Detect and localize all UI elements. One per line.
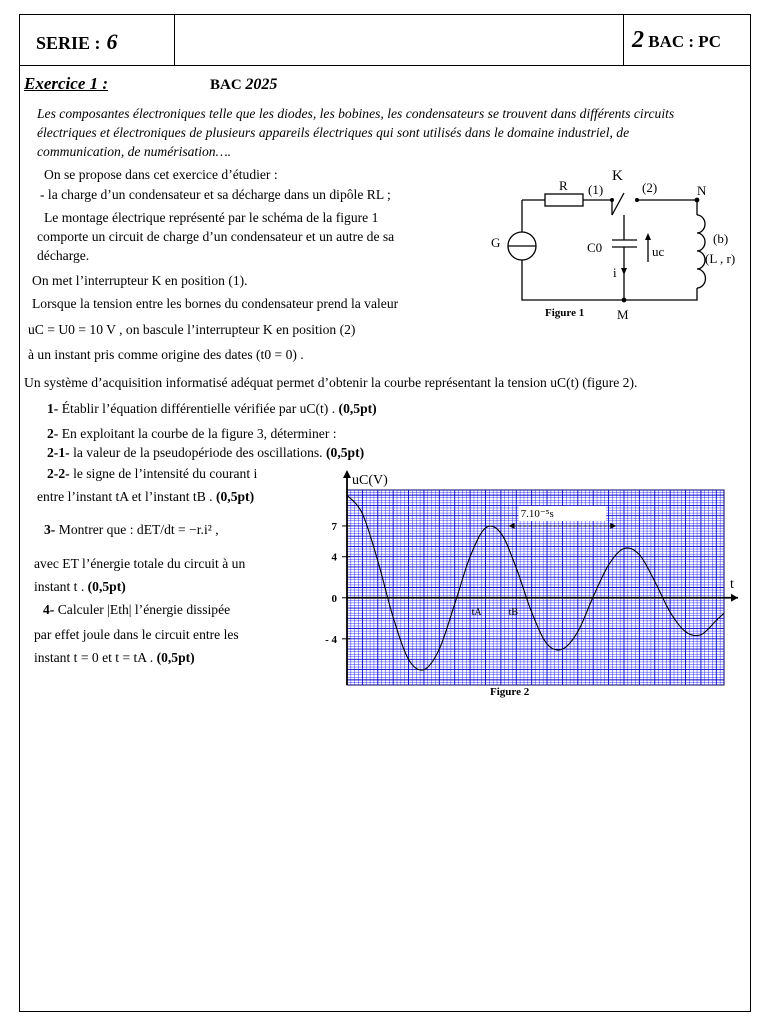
intro-paragraph: Les composantes électroniques telle que les diodes, les bobines, les condensateurs se trouvent dans différents circuits électriques et électroniques de plusieurs appareils électriques qui sont utilisés dans le domaine industriel, de communication, de numérisation….	[37, 106, 675, 159]
question-text: la valeur de la pseudopériode des oscillations.	[73, 445, 323, 460]
level-number: 2	[632, 27, 644, 53]
question-number: 4-	[43, 602, 55, 617]
text-line: Un système d’acquisition informatisé adéquat permet d’obtenir la courbe représentant la tension uC(t) (figure 2).	[24, 375, 638, 390]
x-axis-arrow	[731, 594, 738, 602]
node	[635, 198, 639, 202]
wire	[583, 200, 612, 215]
question-number: 2-1-	[47, 445, 70, 460]
circuit-diagram	[480, 160, 750, 325]
question-text: En exploitant la courbe de la figure 3, déterminer :	[61, 426, 337, 441]
label-r: R	[559, 178, 568, 193]
label-b: (b)	[713, 231, 729, 246]
question-3-cont	[34, 578, 126, 596]
label-c0: C0	[587, 240, 603, 255]
question-4	[43, 601, 230, 619]
question-text: Établir l’équation différentielle vérifiée par uC(t) .	[61, 401, 336, 416]
question-points: (0,5pt)	[326, 445, 365, 460]
question-number: 1-	[47, 401, 59, 416]
x-unit-note: 7.10⁻⁵s	[520, 507, 554, 520]
resistor-r	[545, 194, 583, 206]
point-label-tb: tB	[508, 606, 519, 618]
uc-chart	[310, 465, 750, 700]
question-text: le signe de l’intensité du courant i	[73, 466, 258, 481]
serie-number: 6	[106, 29, 118, 54]
serie-title	[36, 29, 118, 55]
question-3-cont: avec ET l’énergie totale du circuit à un	[34, 556, 246, 571]
label-m: M	[617, 307, 629, 322]
exercise-year: 2025	[245, 76, 278, 93]
x-axis-label: t	[730, 576, 734, 592]
label-l-r: (L , r)	[705, 251, 736, 266]
exercise-source	[210, 76, 277, 94]
y-tick-label: 4	[331, 551, 337, 564]
figure-2-caption: Figure 2	[490, 686, 530, 698]
y-tick-label: 7	[331, 520, 337, 533]
question-number: 2-	[47, 426, 59, 441]
label-k: K	[612, 168, 623, 184]
current-arrow-head	[621, 268, 627, 275]
question-number: 2-2-	[47, 466, 70, 481]
question-points: (0,5pt)	[338, 401, 377, 416]
question-points: (0,5pt)	[215, 489, 255, 504]
label-position-1: (1)	[588, 182, 604, 197]
question-points: (0,5pt)	[87, 579, 126, 594]
label-uc: uc	[652, 244, 665, 259]
y-axis-label: uC(V)	[352, 473, 388, 488]
question-equation: dET/dt = −r.i² ,	[136, 522, 219, 537]
question-text: instant t .	[34, 579, 85, 594]
question-text: Montrer que :	[58, 522, 134, 537]
question-3	[44, 521, 219, 539]
header-divider	[623, 15, 624, 65]
question-2	[47, 425, 337, 443]
switch-k	[612, 193, 624, 215]
wire	[522, 260, 697, 300]
question-2-2-cont	[37, 488, 254, 506]
text-line: Le montage électrique représenté par le schéma de la figure 1	[44, 210, 379, 225]
text-line: On met l’interrupteur K en position (1).	[32, 273, 248, 288]
question-2-1	[47, 444, 364, 462]
y-tick-label: 0	[331, 592, 337, 605]
question-4-cont	[34, 649, 195, 667]
text-line: à un instant pris comme origine des dates (t0 = 0) .	[28, 347, 304, 362]
label-i: i	[613, 265, 617, 280]
question-4-cont: par effet joule dans le circuit entre les	[34, 627, 239, 642]
y-tick-label: - 4	[325, 633, 337, 646]
label-n: N	[697, 183, 707, 198]
node	[610, 198, 614, 202]
question-2-2	[47, 465, 257, 483]
exercise-source-label: BAC	[210, 77, 242, 93]
question-text: instant t = 0 et t = tA .	[34, 650, 154, 665]
figure-1-caption: Figure 1	[545, 307, 585, 319]
text-line: Lorsque la tension entre les bornes du condensateur prend la valeur	[32, 296, 399, 311]
question-points: (0,5pt)	[156, 650, 195, 665]
label-position-2: (2)	[642, 180, 658, 195]
text-line: décharge.	[37, 248, 90, 263]
question-text: Calculer |Eth| l’énergie dissipée	[57, 602, 231, 617]
question-1	[47, 400, 377, 418]
wire	[637, 200, 697, 215]
uc-arrow-head	[645, 233, 651, 240]
text-line: - la charge d’un condensateur et sa décharge dans un dipôle RL ;	[40, 187, 391, 202]
level-text: BAC : PC	[648, 32, 721, 51]
exercise-title: Exercice 1 :	[24, 74, 109, 93]
question-number: 3-	[44, 522, 56, 537]
serie-label: SERIE :	[36, 33, 101, 53]
text-line: On se propose dans cet exercice d’étudier :	[44, 167, 278, 182]
node-n	[695, 198, 700, 203]
text-line: uC = U0 = 10 V , on bascule l’interrupteur K en position (2)	[28, 322, 356, 337]
node-m	[622, 298, 627, 303]
header-divider	[174, 15, 175, 65]
header-box	[19, 14, 751, 66]
label-g: G	[491, 235, 501, 250]
question-text: entre l’instant tA et l’instant tB .	[37, 489, 213, 504]
text-line: comporte un circuit de charge d’un condensateur et un autre de sa	[37, 229, 395, 244]
level-title	[632, 27, 721, 54]
y-axis-arrow	[343, 470, 351, 478]
point-label-ta: tA	[471, 606, 482, 618]
